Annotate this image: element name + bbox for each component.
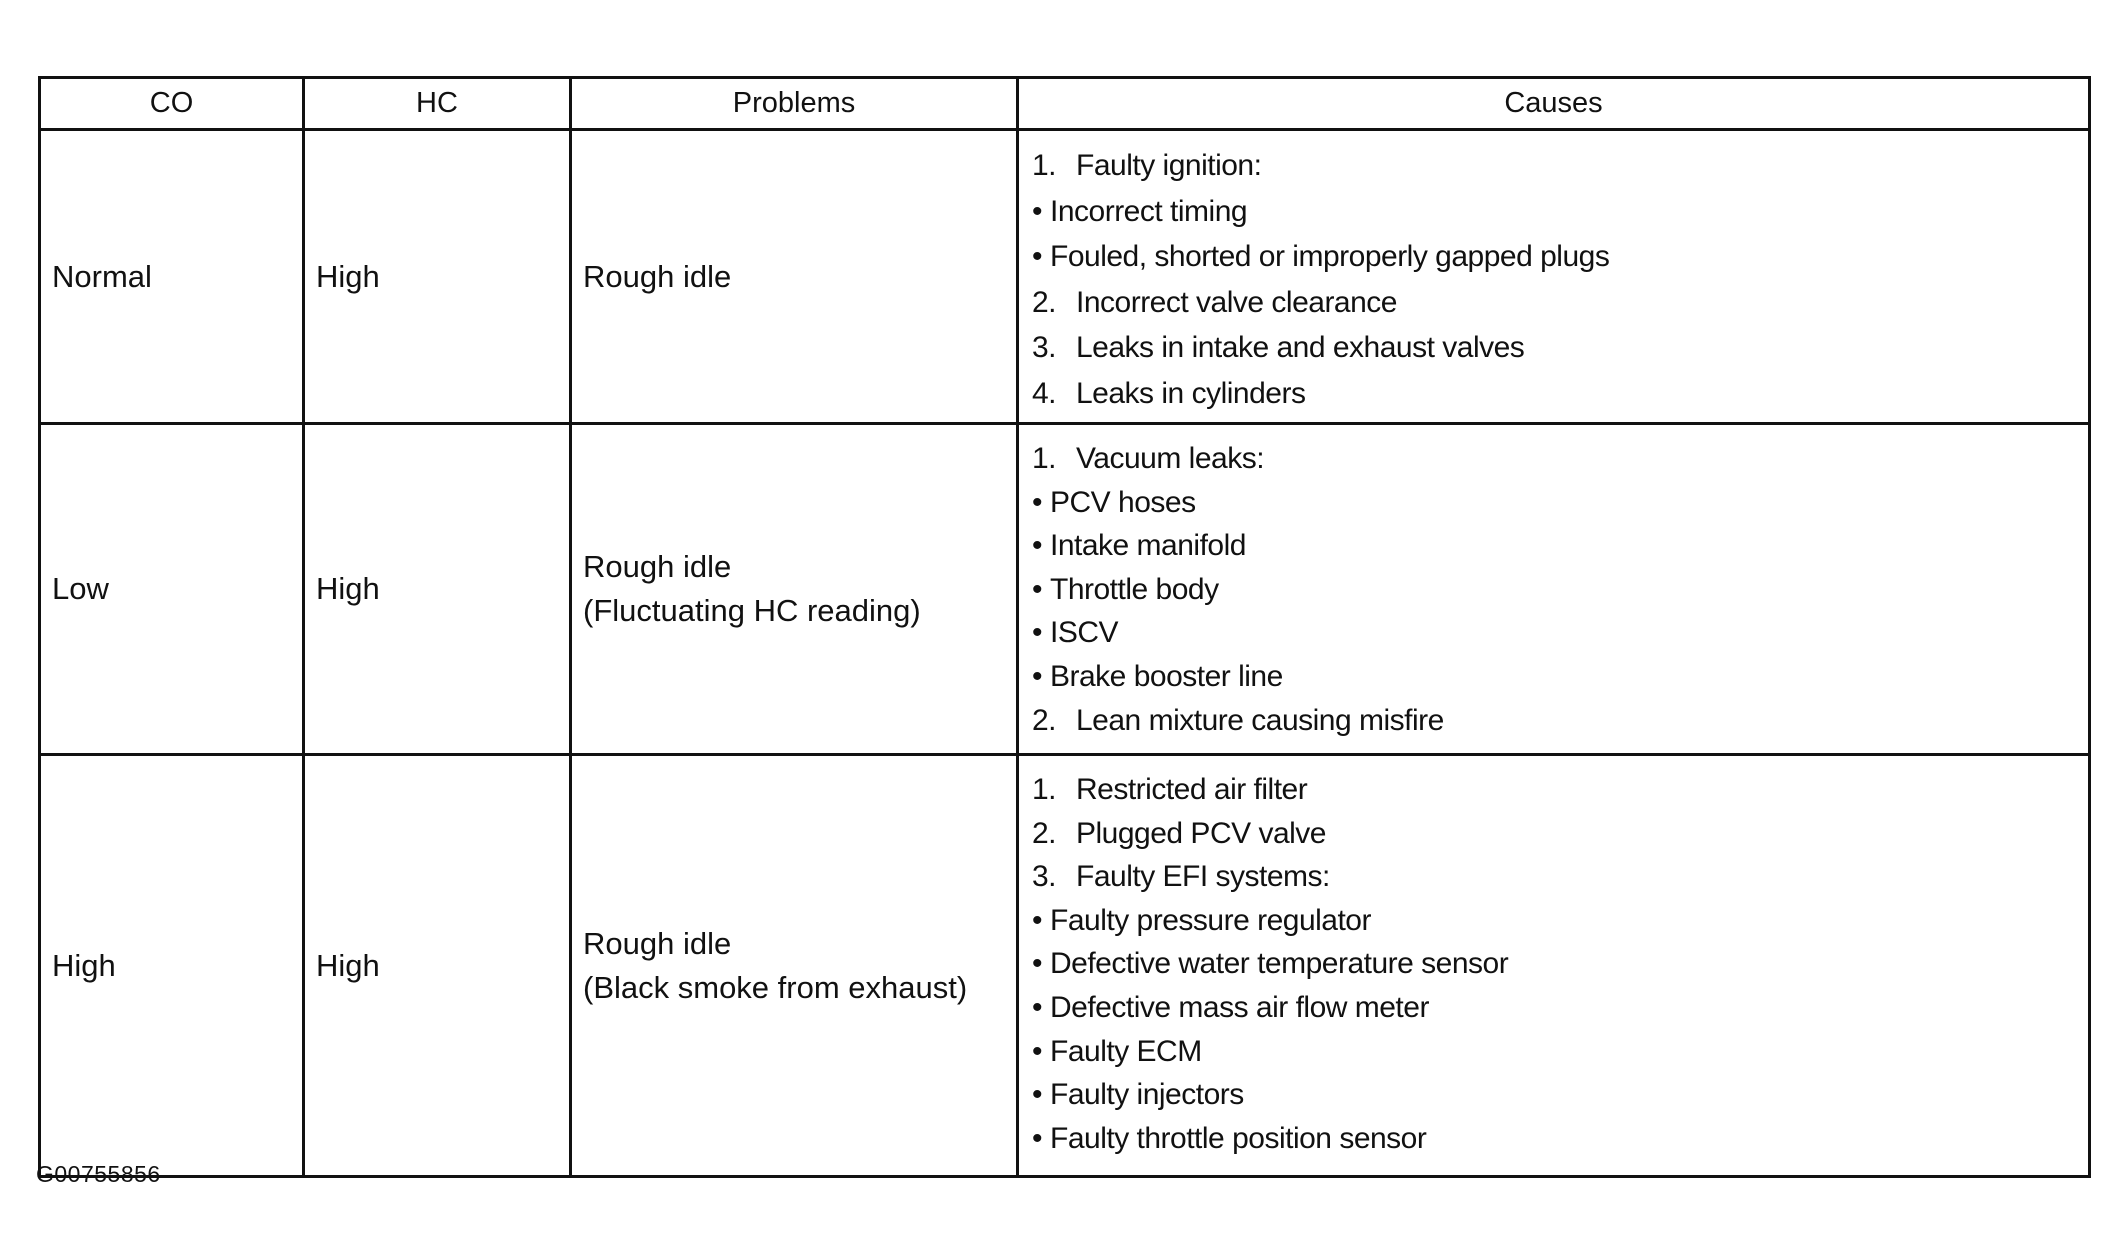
cause-marker: 1.	[1032, 442, 1057, 475]
cause-text: Throttle body	[1050, 572, 1219, 606]
cause-item	[1032, 899, 2088, 943]
cause-item	[1032, 437, 2088, 481]
cause-text: Restricted air filter	[1076, 773, 1308, 806]
bullet-icon: •	[1032, 194, 1043, 228]
cause-marker: 4.	[1032, 376, 1057, 410]
hc-cell: High	[304, 424, 571, 755]
cause-marker: 3.	[1032, 860, 1057, 894]
co-cell: Normal	[40, 130, 304, 424]
header-hc: HC	[304, 78, 571, 130]
cause-text: Defective mass air flow meter	[1050, 990, 1429, 1024]
cause-text: Lean mixture causing misfire	[1076, 703, 1444, 737]
cause-text: Vacuum leaks:	[1076, 442, 1265, 475]
problem-line: Rough idle	[583, 258, 732, 294]
cause-marker: 2.	[1032, 703, 1057, 737]
cause-marker: 3.	[1032, 331, 1057, 364]
hc-cell: High	[304, 755, 571, 1177]
cause-text: Faulty injectors	[1050, 1078, 1244, 1112]
cause-item	[1032, 234, 2088, 280]
bullet-icon: •	[1032, 903, 1043, 937]
cause-text: Plugged PCV valve	[1076, 816, 1326, 850]
bullet-icon: •	[1032, 947, 1043, 981]
figure-id: G00755856	[36, 1161, 161, 1187]
cause-item	[1032, 655, 2088, 699]
cause-text: PCV hoses	[1050, 485, 1196, 519]
causes-list	[1032, 437, 2088, 742]
bullet-icon: •	[1032, 990, 1043, 1024]
causes-cell	[1018, 130, 2090, 424]
cause-marker: 1.	[1032, 773, 1057, 806]
cause-item	[1032, 524, 2088, 568]
cause-item	[1032, 699, 2088, 743]
problem-line: (Fluctuating HC reading)	[583, 593, 921, 628]
problem-line: (Black smoke from exhaust)	[583, 969, 968, 1005]
bullet-icon: •	[1032, 529, 1043, 563]
bullet-icon: •	[1032, 572, 1043, 606]
bullet-icon: •	[1032, 1034, 1043, 1068]
header-co: CO	[40, 78, 304, 130]
cause-item	[1032, 1030, 2088, 1074]
bullet-icon: •	[1032, 659, 1043, 693]
bullet-icon: •	[1032, 485, 1043, 519]
problems-cell	[571, 130, 1018, 424]
cause-item	[1032, 986, 2088, 1030]
cause-text: Incorrect valve clearance	[1076, 285, 1397, 319]
cause-item	[1032, 768, 2088, 812]
header-causes: Causes	[1018, 78, 2090, 130]
header-problems: Problems	[571, 78, 1018, 130]
bullet-icon: •	[1032, 1078, 1043, 1112]
cause-text: Defective water temperature sensor	[1050, 947, 1509, 981]
cause-item	[1032, 481, 2088, 525]
cause-item	[1032, 371, 2088, 417]
cause-text: Faulty pressure regulator	[1050, 903, 1371, 937]
cause-text: Fouled, shorted or improperly gapped plugs	[1050, 240, 1610, 273]
problems-cell	[571, 755, 1018, 1177]
cause-marker: 2.	[1032, 816, 1057, 850]
cause-item	[1032, 1117, 2088, 1161]
cause-marker: 2.	[1032, 285, 1057, 319]
cause-text: Brake booster line	[1050, 659, 1283, 693]
cause-text: Intake manifold	[1050, 529, 1246, 563]
cause-item	[1032, 280, 2088, 326]
cause-item	[1032, 1073, 2088, 1117]
diagnosis-table	[38, 76, 2091, 1178]
table-row	[40, 424, 2090, 755]
cause-text: Leaks in intake and exhaust valves	[1076, 331, 1525, 364]
cause-item	[1032, 855, 2088, 899]
problem-line: Rough idle	[583, 549, 732, 584]
cause-item	[1032, 611, 2088, 655]
cause-item	[1032, 812, 2088, 856]
bullet-icon: •	[1032, 240, 1043, 273]
cause-item	[1032, 568, 2088, 612]
problem-line: Rough idle	[583, 925, 732, 961]
causes-cell	[1018, 755, 2090, 1177]
cause-marker: 1.	[1032, 149, 1057, 182]
table-row	[40, 755, 2090, 1177]
cause-item	[1032, 942, 2088, 986]
header-row	[40, 78, 2090, 130]
co-cell: Low	[40, 424, 304, 755]
cause-text: ISCV	[1050, 616, 1119, 650]
cause-text: Leaks in cylinders	[1076, 376, 1306, 410]
causes-cell	[1018, 424, 2090, 755]
causes-list	[1032, 768, 2088, 1160]
co-cell: High	[40, 755, 304, 1177]
cause-text: Faulty ECM	[1050, 1034, 1202, 1068]
cause-item	[1032, 189, 2088, 235]
bullet-icon: •	[1032, 616, 1043, 650]
bullet-icon: •	[1032, 1121, 1043, 1155]
cause-item	[1032, 143, 2088, 189]
cause-text: Faulty EFI systems:	[1076, 860, 1330, 894]
hc-cell: High	[304, 130, 571, 424]
cause-item	[1032, 325, 2088, 371]
cause-text: Faulty throttle position sensor	[1050, 1121, 1427, 1155]
problems-cell	[571, 424, 1018, 755]
table-row	[40, 130, 2090, 424]
cause-text: Faulty ignition:	[1076, 149, 1262, 182]
cause-text: Incorrect timing	[1050, 194, 1248, 228]
causes-list	[1032, 143, 2088, 416]
